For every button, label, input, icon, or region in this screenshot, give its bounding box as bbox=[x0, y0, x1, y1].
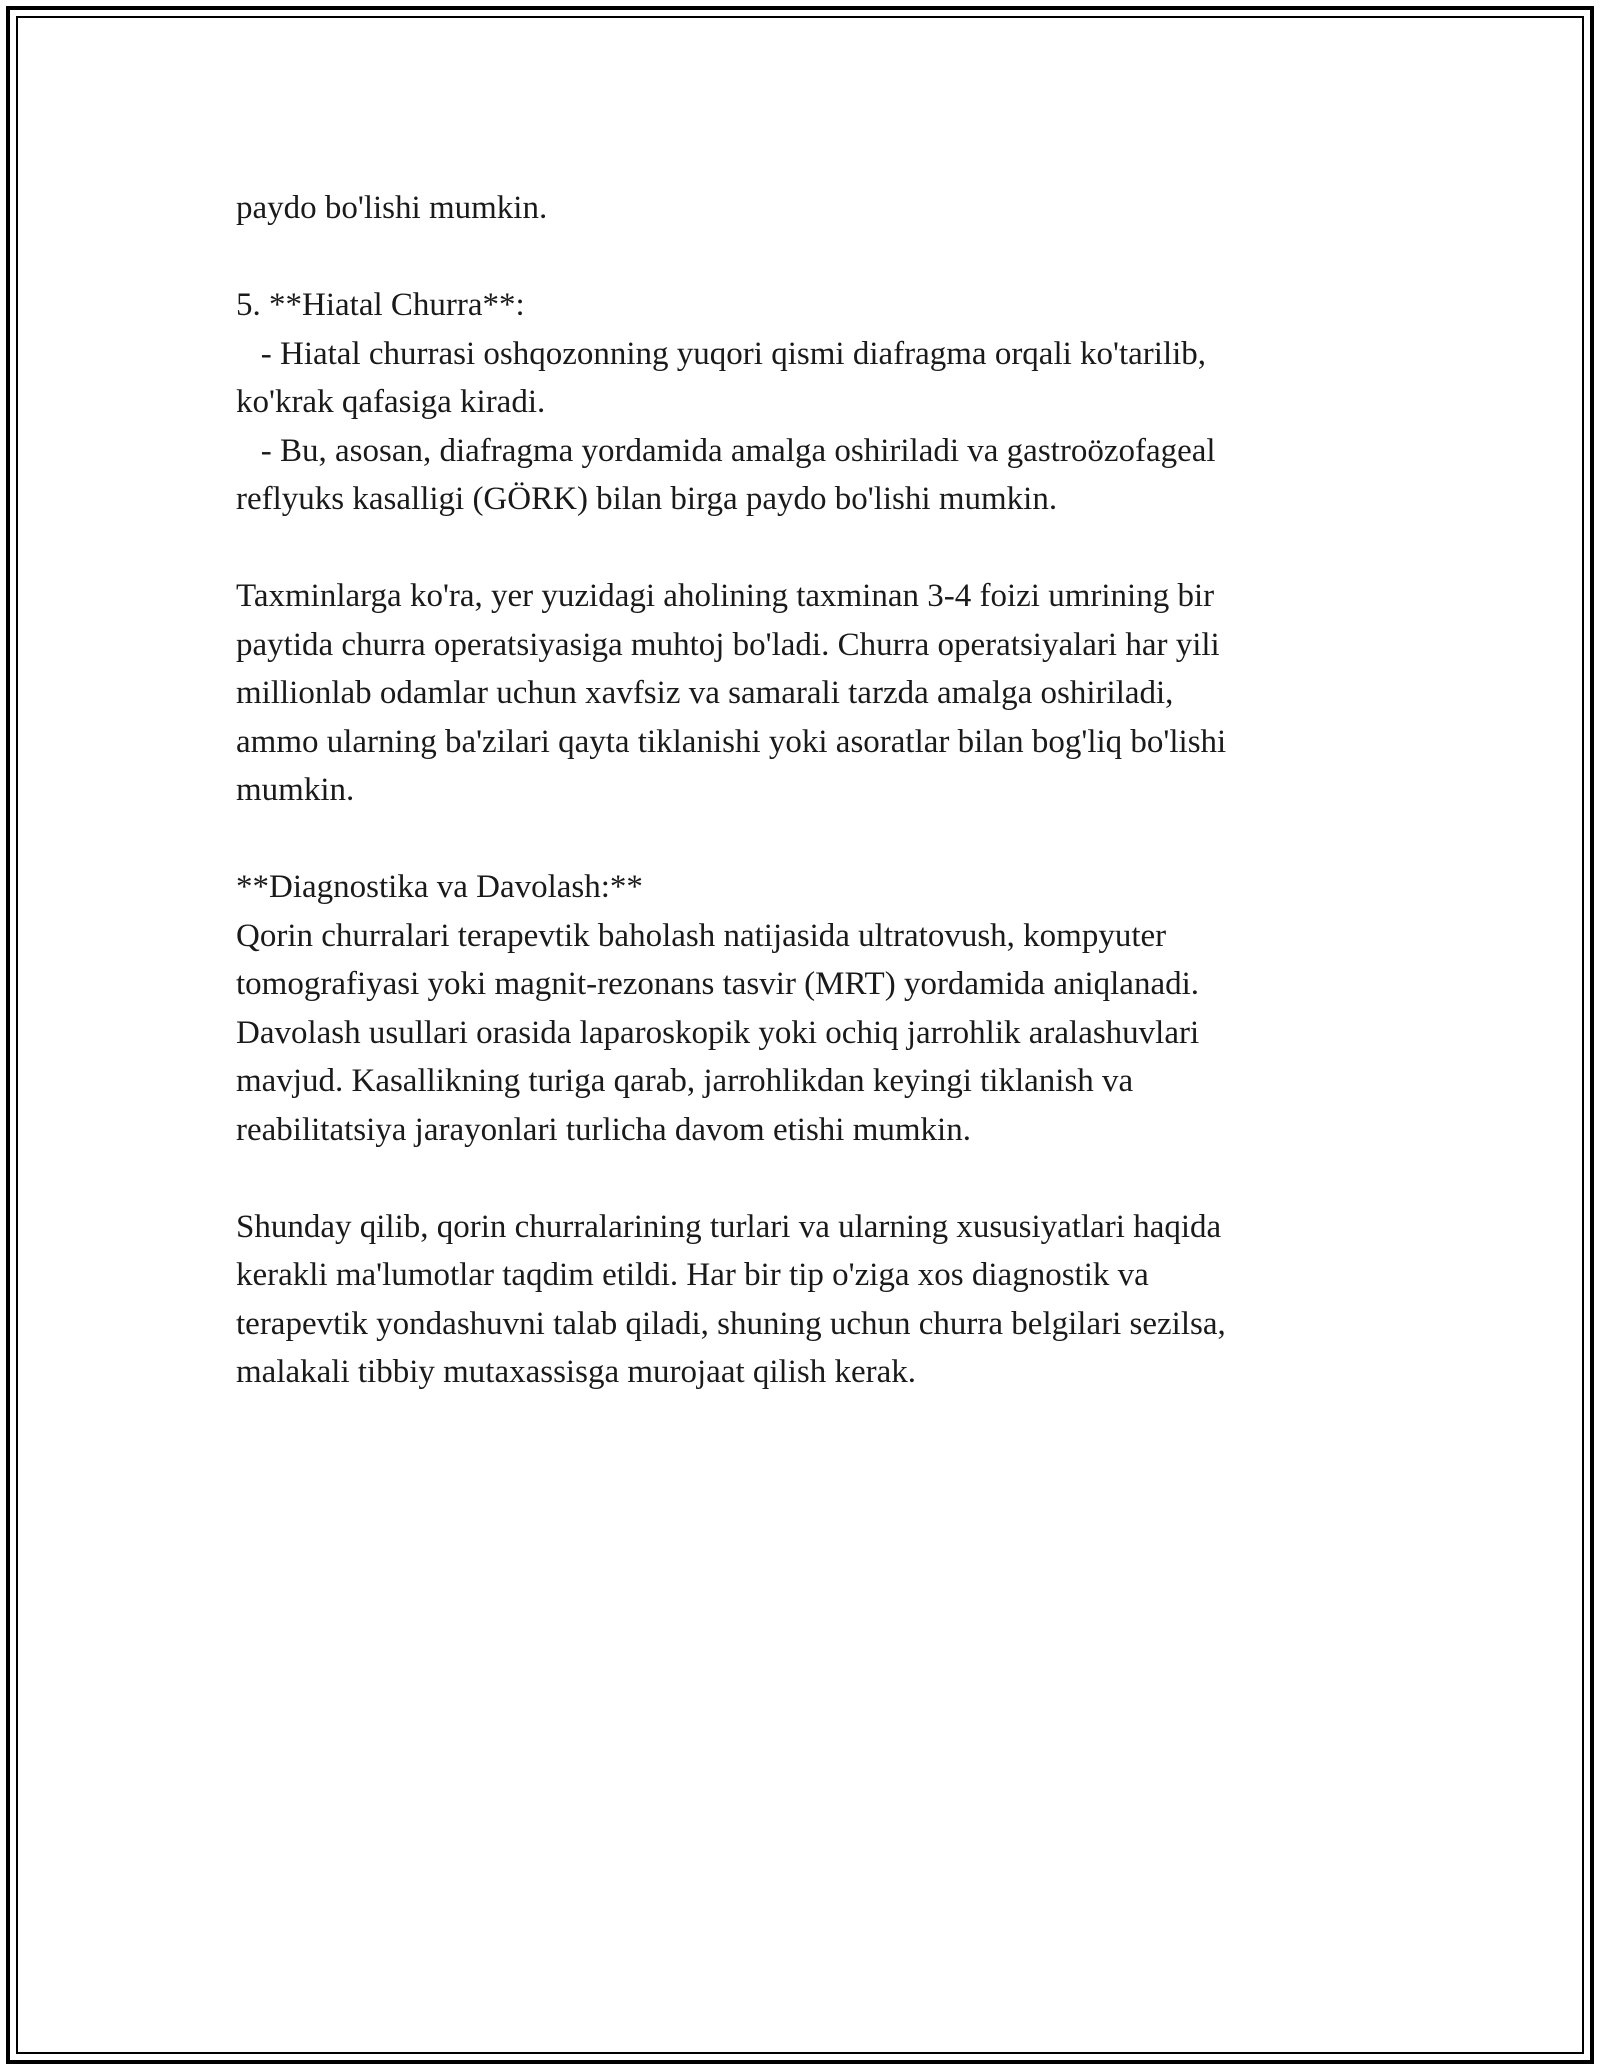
text-line: Taxminlarga ko'ra, yer yuzidagi aholining taxminan 3-4 foizi umrining bir bbox=[236, 578, 1215, 614]
text-line: Shunday qilib, qorin churralarining turlari va ularning xususiyatlari haqida bbox=[236, 1208, 1222, 1245]
paragraph-gap bbox=[236, 1154, 1376, 1203]
paragraph-statistics bbox=[236, 572, 1376, 815]
text-line: paydo bo'lishi mumkin. bbox=[236, 190, 548, 226]
paragraph-gap bbox=[236, 233, 1376, 282]
section-diagnostika bbox=[236, 863, 1376, 1154]
paragraph-continuation bbox=[236, 184, 1376, 233]
section-heading: **Diagnostika va Davolash:** bbox=[236, 869, 643, 905]
paragraph-gap bbox=[236, 524, 1376, 573]
text-line: terapevtik yondashuvni talab qiladi, shuning uchun churra belgilari sezilsa, bbox=[236, 1305, 1226, 1342]
text-line: reflyuks kasalligi (GÖRK) bilan birga paydo bo'lishi mumkin. bbox=[236, 481, 1058, 517]
text-line: ammo ularning ba'zilari qayta tiklanishi yoki asoratlar bilan bog'liq bo'lishi bbox=[236, 723, 1227, 760]
text-line: mavjud. Kasallikning turiga qarab, jarrohlikdan keyingi tiklanish va bbox=[236, 1063, 1134, 1099]
text-line: Qorin churralari terapevtik baholash natijasida ultratovush, kompyuter bbox=[236, 917, 1167, 954]
text-line: - Hiatal churrasi oshqozonning yuqori qismi diafragma orqali ko'tarilib, bbox=[236, 335, 1207, 372]
section-heading: 5. **Hiatal Churra**: bbox=[236, 287, 525, 323]
text-line: - Bu, asosan, diafragma yordamida amalga oshiriladi va gastroözofageal bbox=[236, 432, 1216, 469]
paragraph-conclusion bbox=[236, 1203, 1376, 1397]
text-line: ko'krak qafasiga kiradi. bbox=[236, 384, 546, 420]
text-line: paytida churra operatsiyasiga muhtoj bo'ladi. Churra operatsiyalari har yili bbox=[236, 626, 1220, 663]
text-line: Davolash usullari orasida laparoskopik yoki ochiq jarrohlik aralashuvlari bbox=[236, 1014, 1200, 1051]
text-line: mumkin. bbox=[236, 772, 355, 808]
text-line: millionlab odamlar uchun xavfsiz va samarali tarzda amalga oshiriladi, bbox=[236, 675, 1174, 711]
text-line: tomografiyasi yoki magnit-rezonans tasvir (MRT) yordamida aniqlanadi. bbox=[236, 966, 1200, 1002]
text-line: reabilitatsiya jarayonlari turlicha davom etishi mumkin. bbox=[236, 1111, 971, 1148]
text-line: malakali tibbiy mutaxassisga murojaat qilish kerak. bbox=[236, 1354, 917, 1390]
text-line: kerakli ma'lumotlar taqdim etildi. Har bir tip o'ziga xos diagnostik va bbox=[236, 1257, 1149, 1293]
document-body bbox=[236, 184, 1376, 1397]
section-hiatal-churra bbox=[236, 281, 1376, 524]
paragraph-gap bbox=[236, 815, 1376, 864]
